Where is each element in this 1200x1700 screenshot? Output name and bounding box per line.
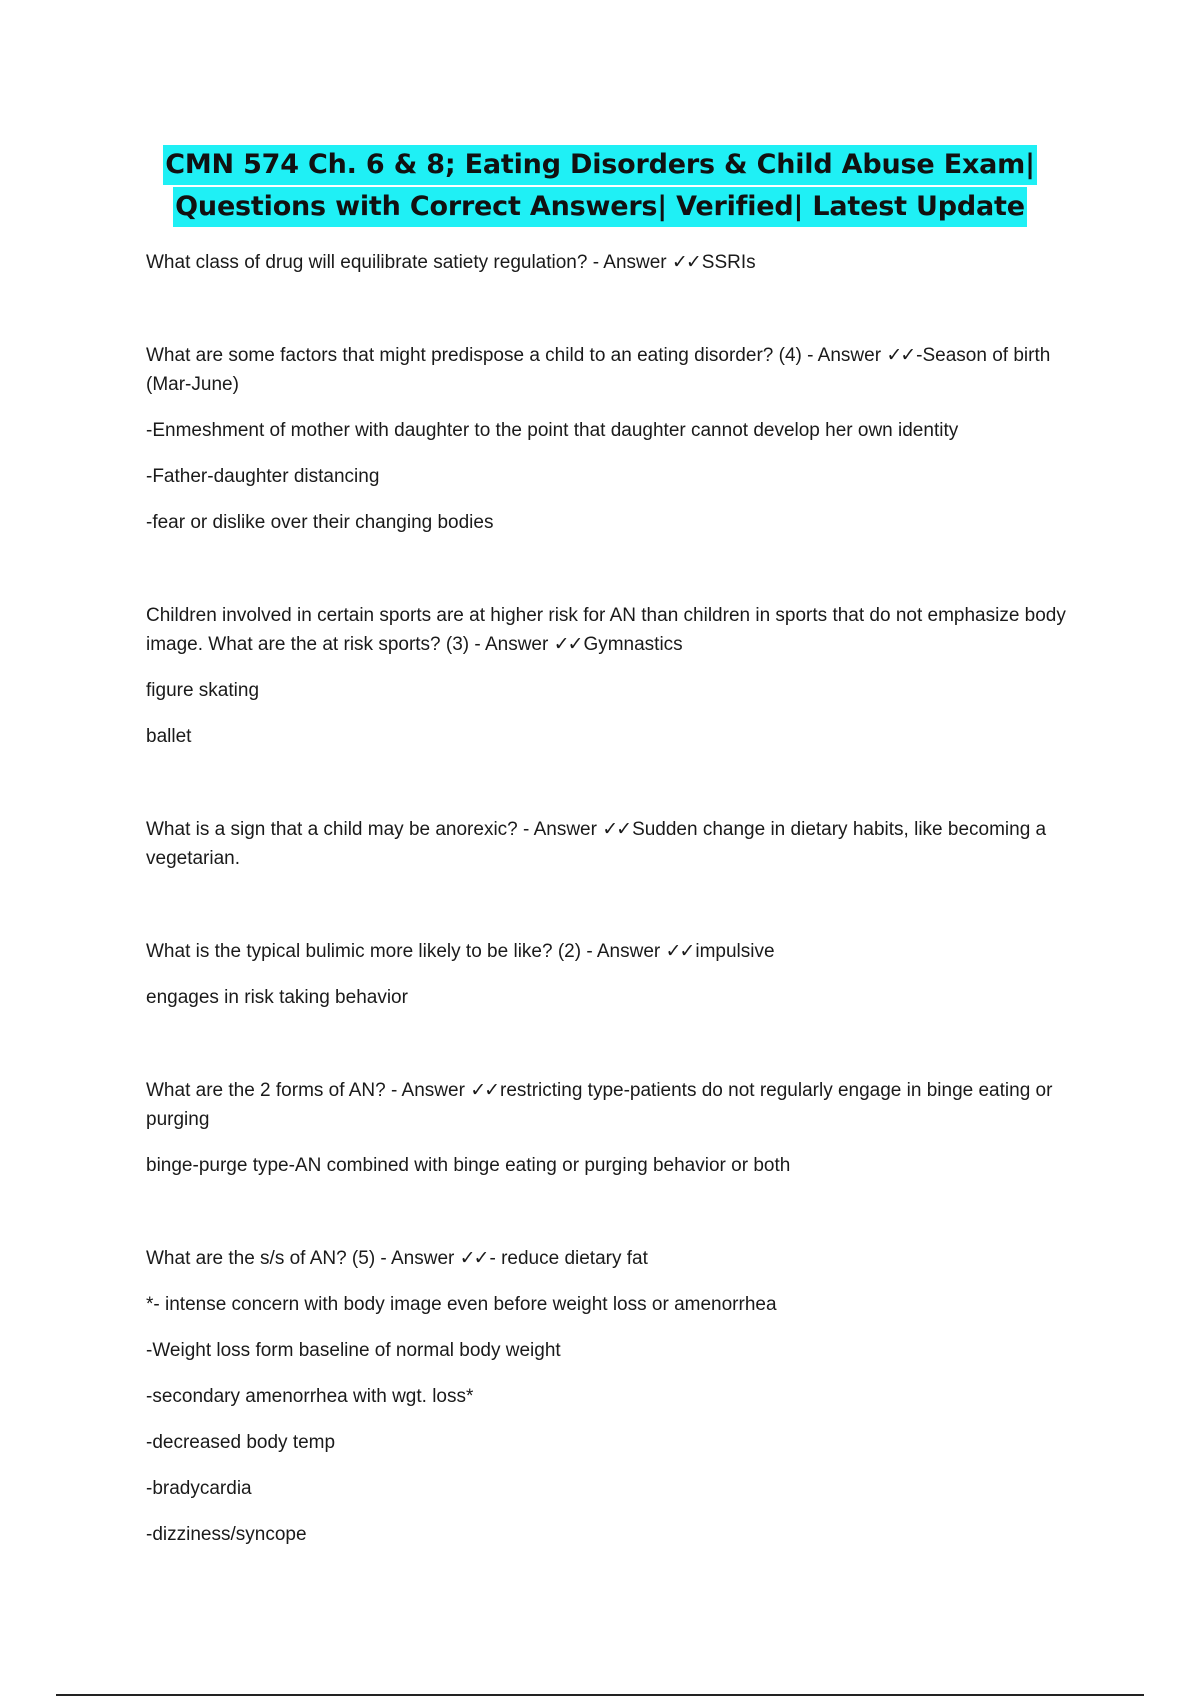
title-line-2: Questions with Correct Answers| Verified| Latest Update — [173, 187, 1027, 227]
answer-line: figure skating — [146, 680, 260, 701]
qa-question-line — [146, 815, 1071, 873]
checkmark-icon: ✓✓ — [886, 345, 915, 366]
answer-line: -decreased body temp — [146, 1432, 336, 1453]
answer-line: binge-purge type-AN combined with binge eating or purging behavior or both — [146, 1155, 791, 1176]
answer-line: -Enmeshment of mother with daughter to the point that daughter cannot develop her own identity — [146, 420, 959, 441]
question-text: What are the s/s of AN? (5) - Answer — [146, 1248, 460, 1269]
qa-question-line — [146, 341, 1071, 399]
qa-item — [146, 1076, 1071, 1180]
answer-line: ballet — [146, 726, 192, 747]
checkmark-icon: ✓✓ — [459, 1248, 488, 1269]
question-text: What are some factors that might predispose a child to an eating disorder? (4) - Answer — [146, 345, 887, 366]
answer-text: impulsive — [695, 941, 775, 962]
qa-item — [146, 341, 1071, 537]
question-text: What class of drug will equilibrate satiety regulation? - Answer — [146, 252, 672, 273]
spacer — [146, 1197, 1071, 1244]
title-line-1: CMN 574 Ch. 6 & 8; Eating Disorders & Child Abuse Exam| — [163, 145, 1037, 185]
question-text: What is the typical bulimic more likely to be like? (2) - Answer — [146, 941, 666, 962]
answer-line: -dizziness/syncope — [146, 1524, 307, 1545]
answer-text: -Season of birth (Mar-June) — [146, 345, 1051, 395]
qa-item — [146, 601, 1071, 751]
answer-line: *- intense concern with body image even before weight loss or amenorrhea — [146, 1294, 777, 1315]
answer-text: Gymnastics — [583, 634, 683, 655]
answer-text: restricting type-patients do not regularly engage in binge eating or purging — [146, 1080, 1053, 1130]
answer-text: - reduce dietary fat — [489, 1248, 648, 1269]
qa-question-line — [146, 937, 1071, 966]
spacer — [146, 1029, 1071, 1076]
checkmark-icon: ✓✓ — [470, 1080, 499, 1101]
qa-item — [146, 815, 1071, 873]
question-text: Children involved in certain sports are at higher risk for AN than children in sports that do not emphasize body image. What are the at risk sports? (3) - Answer — [146, 605, 1066, 655]
answer-line: -Weight loss form baseline of normal body weight — [146, 1340, 561, 1361]
question-text: What are the 2 forms of AN? - Answer — [146, 1080, 471, 1101]
answer-line: -secondary amenorrhea with wgt. loss* — [146, 1386, 474, 1407]
answer-line: -Father-daughter distancing — [146, 466, 380, 487]
answer-line: -bradycardia — [146, 1478, 252, 1499]
spacer — [146, 768, 1071, 815]
answer-line: engages in risk taking behavior — [146, 987, 408, 1008]
answer-text: SSRIs — [701, 252, 756, 273]
footer-divider — [56, 1694, 1144, 1696]
answer-line: -fear or dislike over their changing bodies — [146, 512, 494, 533]
question-text: What is a sign that a child may be anorexic? - Answer — [146, 819, 603, 840]
qa-item — [146, 248, 1071, 277]
qa-question-line — [146, 601, 1071, 659]
checkmark-icon: ✓✓ — [671, 252, 700, 273]
qa-question-line — [146, 1244, 1071, 1273]
qa-question-line — [146, 248, 1071, 277]
checkmark-icon: ✓✓ — [602, 819, 631, 840]
spacer — [146, 890, 1071, 937]
spacer — [146, 554, 1071, 601]
qa-list — [146, 248, 1071, 1566]
document-title — [0, 145, 1200, 227]
qa-question-line — [146, 1076, 1071, 1134]
qa-item — [146, 1244, 1071, 1549]
qa-item — [146, 937, 1071, 1012]
checkmark-icon: ✓✓ — [665, 941, 694, 962]
spacer — [146, 294, 1071, 341]
answer-text: Sudden change in dietary habits, like becoming a vegetarian. — [146, 819, 1047, 869]
checkmark-icon: ✓✓ — [553, 634, 582, 655]
